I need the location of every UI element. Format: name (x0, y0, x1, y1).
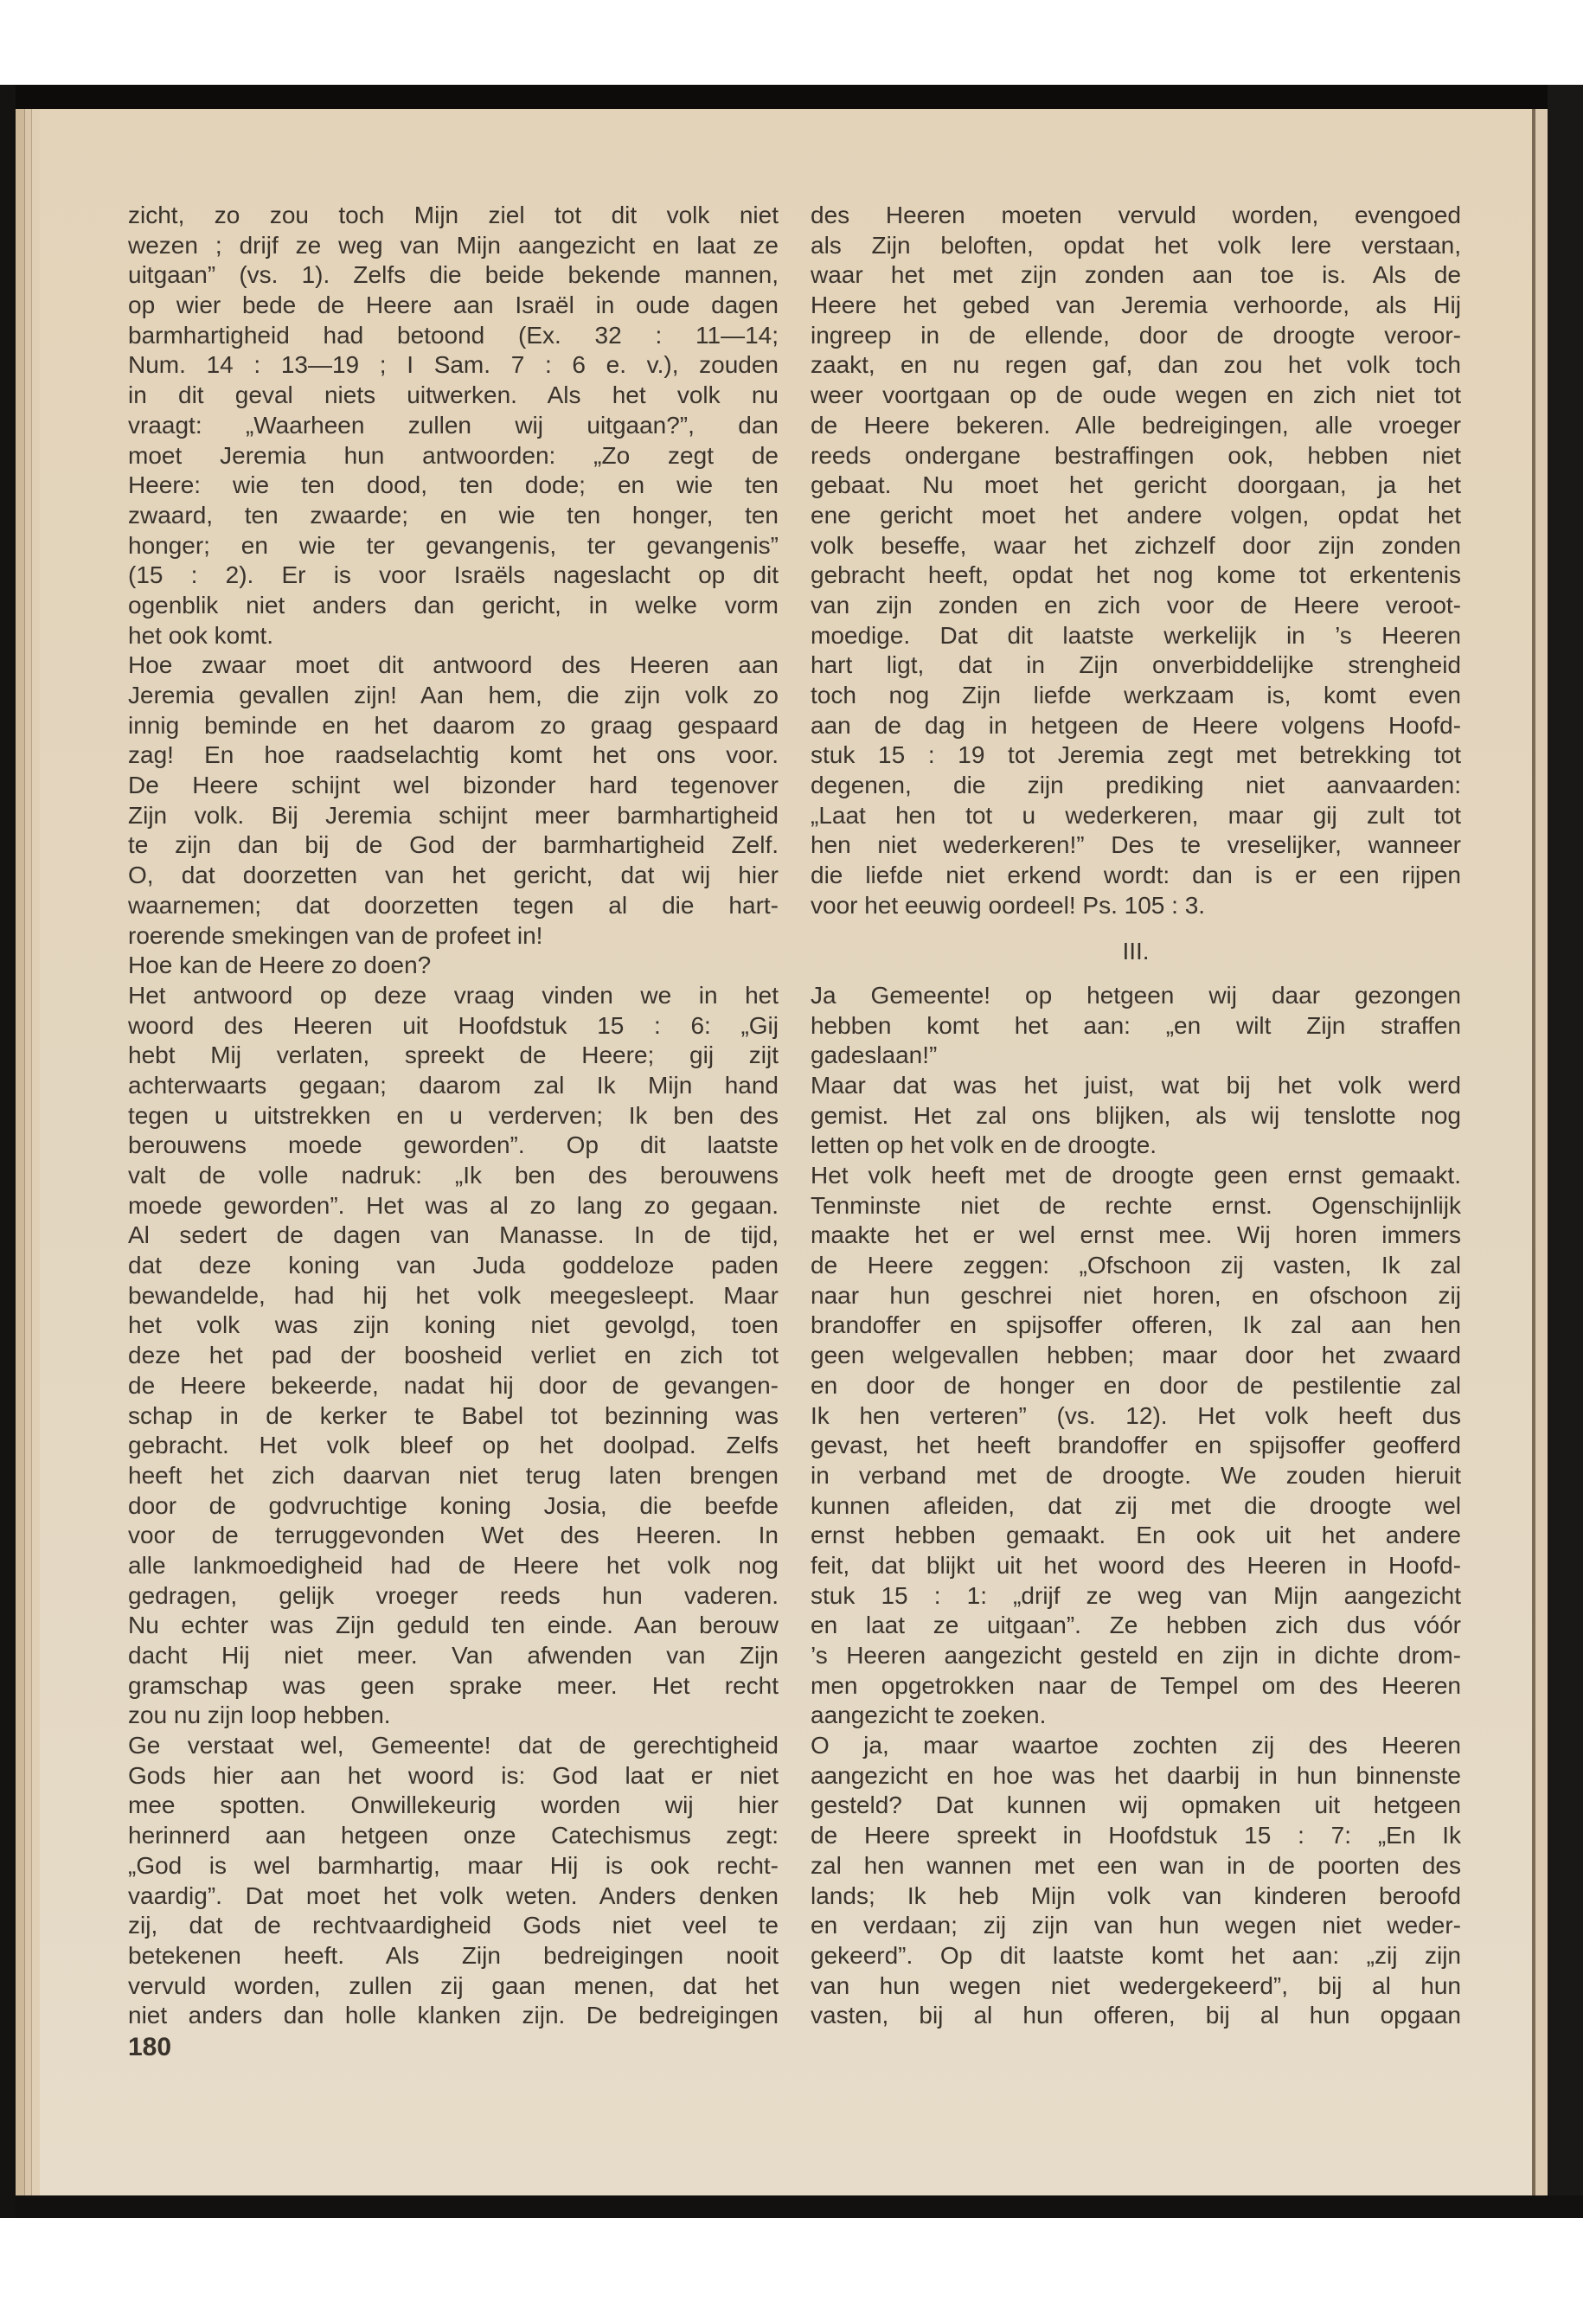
text-line: mee spotten. Onwillekeurig worden wij hier (128, 1791, 779, 1819)
section-heading: III. (1122, 937, 1150, 965)
text-line: ogenblik niet anders dan gericht, in welke vorm (128, 591, 779, 619)
text-line: berouwens moede geworden”. Op dit laatste (128, 1131, 779, 1159)
text-line: en laat ze uitgaan”. Ze hebben zich dus vóór (811, 1612, 1461, 1639)
right-text-column (811, 201, 1461, 2031)
text-line: niet anders dan holle klanken zijn. De bedreigingen (128, 2002, 779, 2029)
text-line: stuk 15 : 1: „drijf ze weg van Mijn aangezicht (811, 1581, 1461, 1609)
text-line: gedragen, gelijk vroeger reeds hun vaderen. (128, 1581, 779, 1609)
text-line: zou nu zijn loop hebben. (128, 1702, 391, 1729)
text-line: het volk was zijn koning niet gevolgd, toen (128, 1311, 779, 1339)
text-line: Ge verstaat wel, Gemeente! dat de gerechtigheid (128, 1732, 779, 1759)
text-line: Het antwoord op deze vraag vinden we in het (128, 981, 779, 1009)
text-line: feit, dat blijkt uit het woord des Heeren in Hoofd- (811, 1551, 1461, 1579)
text-line: stuk 15 : 19 tot Jeremia zegt met betrekking tot (811, 741, 1461, 769)
text-line: brandoffer en spijsoffer offeren, Ik zal aan hen (811, 1311, 1461, 1339)
text-line: waar het met zijn zonden aan toe is. Als de (811, 261, 1461, 289)
text-line: Ja Gemeente! op hetgeen wij daar gezongen (811, 981, 1461, 1009)
text-line: hebt Mij verlaten, spreekt de Heere; gij zijt (128, 1042, 779, 1069)
text-line: geen welgevallen hebben; maar door het zwaard (811, 1342, 1461, 1369)
scan-border-bottom (16, 2195, 1583, 2218)
text-line: vasten, bij al hun offeren, bij al hun opgaan (811, 2002, 1461, 2029)
text-line: lands; Ik heb Mijn volk van kinderen beroofd (811, 1881, 1461, 1909)
text-line: de Heere bekeren. Alle bedreigingen, alle vroeger (811, 411, 1461, 439)
text-line: op wier bede de Heere aan Israël in oude dagen (128, 292, 779, 319)
text-line: zwaard, ten zwaarde; en wie ten honger, ten (128, 501, 779, 529)
text-line: roerende smekingen van de profeet in! (128, 921, 543, 949)
text-line: Ik hen verteren” (vs. 12). Het volk heeft dus (811, 1401, 1461, 1429)
left-text-column (128, 201, 779, 2031)
text-line: Hoe kan de Heere zo doen? (128, 952, 432, 979)
text-line: O ja, maar waartoe zochten zij des Heeren (811, 1732, 1461, 1759)
text-line: zal hen wannen met een wan in de poorten des (811, 1851, 1461, 1879)
text-line: hebben komt het aan: „en wilt Zijn straffen (811, 1011, 1461, 1039)
text-line: volk beseffe, waar het zichzelf door zijn zonden (811, 531, 1461, 559)
text-line: herinnerd aan hetgeen onze Catechismus zegt: (128, 1822, 779, 1849)
text-line: in dit geval niets uitwerken. Als het volk nu (128, 381, 779, 409)
text-line: „Laat hen tot u wederkeren, maar gij zult tot (811, 801, 1461, 829)
facing-page-edge (1535, 109, 1548, 2195)
text-line: en door de honger en door de pestilentie zal (811, 1371, 1461, 1399)
text-line: wezen ; drijf ze weg van Mijn aangezicht en laat ze (128, 231, 779, 259)
text-line: ingreep in de ellende, door de droogte veroor- (811, 321, 1461, 349)
text-line: waarnemen; dat doorzetten tegen al die hart- (128, 891, 779, 919)
text-line: de Heere zeggen: „Ofschoon zij vasten, Ik zal (811, 1252, 1461, 1279)
text-line: gesteld? Dat kunnen wij opmaken uit hetgeen (811, 1791, 1461, 1819)
text-line: die liefde niet erkend wordt: dan is er een rijpen (811, 862, 1461, 889)
text-line: schap in de kerker te Babel tot bezinning was (128, 1401, 779, 1429)
text-line: naar hun geschrei niet horen, en ofschoon zij (811, 1281, 1461, 1309)
text-line: Gods hier aan het woord is: God laat er niet (128, 1761, 779, 1789)
text-line: alle lankmoedigheid had de Heere het volk nog (128, 1551, 779, 1579)
text-line: Heere: wie ten dood, ten dode; en wie ten (128, 471, 779, 499)
text-line: honger; en wie ter gevangenis, ter gevangenis” (128, 531, 779, 559)
text-line: de Heere bekeerde, nadat hij door de gevangen- (128, 1371, 779, 1399)
text-line: men opgetrokken naar de Tempel om des Heeren (811, 1671, 1461, 1699)
text-line: in verband met de droogte. We zouden hieruit (811, 1461, 1461, 1489)
text-line: en verdaan; zij zijn van hun wegen niet weder- (811, 1912, 1461, 1939)
text-line: vraagt: „Waarheen zullen wij uitgaan?”, dan (128, 411, 779, 439)
text-line: achterwaarts gegaan; daarom zal Ik Mijn hand (128, 1071, 779, 1099)
text-line: valt de volle nadruk: „Ik ben des berouwens (128, 1162, 779, 1189)
text-line: des Heeren moeten vervuld worden, evengoed (811, 202, 1461, 228)
text-line: Al sedert de dagen van Manasse. In de tijd, (128, 1221, 779, 1249)
text-line: zaakt, en nu regen gaf, dan zou het volk toch (811, 351, 1461, 379)
text-line: innig beminde en het daarom zo graag gespaard (128, 711, 779, 739)
text-line: De Heere schijnt wel bizonder hard tegenover (128, 772, 779, 799)
scan-border-left (0, 85, 16, 2218)
text-line: gadeslaan!” (811, 1042, 938, 1069)
text-line: toch nog Zijn liefde werkzaam is, komt even (811, 682, 1461, 708)
text-line: het ook komt. (128, 621, 274, 649)
text-line: gramschap was geen sprake meer. Het recht (128, 1671, 779, 1699)
text-line: Heere het gebed van Jeremia verhoorde, als Hij (811, 292, 1461, 319)
text-line: gebracht. Het volk bleef op het doolpad. Zelfs (128, 1432, 779, 1459)
text-line: „God is wel barmhartig, maar Hij is ook recht- (128, 1851, 779, 1879)
text-line: gebaat. Nu moet het gericht doorgaan, ja het (811, 471, 1461, 499)
text-line: hart ligt, dat in Zijn onverbiddelijke strengheid (811, 651, 1461, 679)
text-line: moet Jeremia hun antwoorden: „Zo zegt de (128, 441, 779, 469)
page-number: 180 (128, 2033, 172, 2061)
text-line: aangezicht en hoe was het daarbij in hun binnenste (811, 1761, 1461, 1789)
text-line: vervuld worden, zullen zij gaan menen, dat het (128, 1971, 779, 1999)
text-line: te zijn dan bij de God der barmhartigheid Zelf. (128, 831, 779, 859)
text-line: zicht, zo zou toch Mijn ziel tot dit volk niet (128, 202, 779, 228)
text-line: gevast, het heeft brandoffer en spijsoffer geofferd (811, 1432, 1461, 1459)
text-line: Het volk heeft met de droogte geen ernst gemaakt. (811, 1162, 1461, 1189)
text-line: maakte het er wel ernst mee. Wij horen immers (811, 1221, 1461, 1249)
text-line: O, dat doorzetten van het gericht, dat wij hier (128, 862, 779, 889)
text-line: betekenen heeft. Als Zijn bedreigingen nooit (128, 1941, 779, 1969)
text-line: Zijn volk. Bij Jeremia schijnt meer barmhartigheid (128, 801, 779, 829)
text-line: voor de terruggevonden Wet des Heeren. In (128, 1522, 779, 1549)
text-line: Tenminste niet de rechte ernst. Ogenschijnlijk (811, 1191, 1461, 1219)
text-line: vaardig”. Dat moet het volk weten. Anders denken (128, 1881, 779, 1909)
text-line: woord des Heeren uit Hoofdstuk 15 : 6: „Gij (128, 1011, 779, 1039)
text-line: moedige. Dat dit laatste werkelijk in ’s Heeren (811, 621, 1461, 649)
text-line: voor het eeuwig oordeel! Ps. 105 : 3. (811, 891, 1206, 919)
text-line: van hun wegen niet wedergekeerd”, bij al hun (811, 1971, 1461, 1999)
text-line: door de godvruchtige koning Josia, die beefde (128, 1491, 779, 1519)
text-line: letten op het volk en de droogte. (811, 1131, 1157, 1159)
text-line: tegen u uitstrekken en u verderven; Ik ben des (128, 1101, 779, 1129)
text-line: Nu echter was Zijn geduld ten einde. Aan berouw (128, 1612, 779, 1639)
scan-border-right (1548, 85, 1583, 2218)
text-line: reeds ondergane bestraffingen ook, hebben niet (811, 441, 1461, 469)
text-line: Hoe zwaar moet dit antwoord des Heeren aan (128, 651, 779, 679)
text-line: (15 : 2). Er is voor Israëls nageslacht op dit (128, 561, 779, 589)
text-line: als Zijn beloften, opdat het volk lere verstaan, (811, 231, 1461, 259)
text-line: bewandelde, had hij het volk meegesleept. Maar (128, 1281, 779, 1309)
text-line: dacht Hij niet meer. Van afwenden van Zijn (128, 1642, 779, 1669)
text-line: zij, dat de rechtvaardigheid Gods niet veel te (128, 1912, 779, 1939)
text-line: Maar dat was het juist, wat bij het volk werd (811, 1071, 1461, 1099)
text-line: gekeerd”. Op dit laatste komt het aan: „zij zijn (811, 1941, 1461, 1969)
text-line: aangezicht te zoeken. (811, 1702, 1047, 1729)
text-line: weer voortgaan op de oude wegen en zich niet tot (811, 381, 1461, 409)
text-line: de Heere spreekt in Hoofdstuk 15 : 7: „En Ik (811, 1822, 1461, 1849)
text-line: ene gericht moet het andere volgen, opdat het (811, 501, 1461, 529)
text-line: heeft het zich daarvan niet terug laten brengen (128, 1461, 779, 1489)
text-line: zag! En hoe raadselachtig komt het ons voor. (128, 741, 779, 769)
text-line: degenen, die zijn prediking niet aanvaarden: (811, 772, 1461, 799)
text-line: barmhartigheid had betoond (Ex. 32 : 11—14; (128, 321, 779, 349)
text-line: van zijn zonden en zich voor de Heere veroot- (811, 591, 1461, 619)
text-line: kunnen afleiden, dat zij met die droogte wel (811, 1491, 1461, 1519)
text-line: hen niet wederkeren!” Des te vreselijker, wanneer (811, 831, 1461, 859)
text-line: dat deze koning van Juda goddeloze paden (128, 1252, 779, 1279)
text-line: Jeremia gevallen zijn! Aan hem, die zijn volk zo (128, 682, 779, 708)
text-line: gemist. Het zal ons blijken, als wij tenslotte nog (811, 1101, 1461, 1129)
text-line: ernst hebben gemaakt. En ook uit het andere (811, 1522, 1461, 1549)
page-edge (16, 109, 24, 2195)
text-line: Num. 14 : 13—19 ; I Sam. 7 : 6 e. v.), zouden (128, 351, 779, 379)
text-line: ’s Heeren aangezicht gesteld en zijn in dichte drom- (811, 1642, 1461, 1670)
scan-border-top (0, 85, 1583, 109)
text-line: aan de dag in hetgeen de Heere volgens Hoofd- (811, 711, 1461, 739)
text-line: deze het pad der boosheid verliet en zich tot (128, 1342, 779, 1369)
text-line: gebracht heeft, opdat het nog kome tot erkentenis (811, 561, 1461, 589)
text-line: uitgaan” (vs. 1). Zelfs die beide bekende mannen, (128, 261, 779, 289)
text-line: moede geworden”. Het was al zo lang zo gegaan. (128, 1191, 779, 1219)
